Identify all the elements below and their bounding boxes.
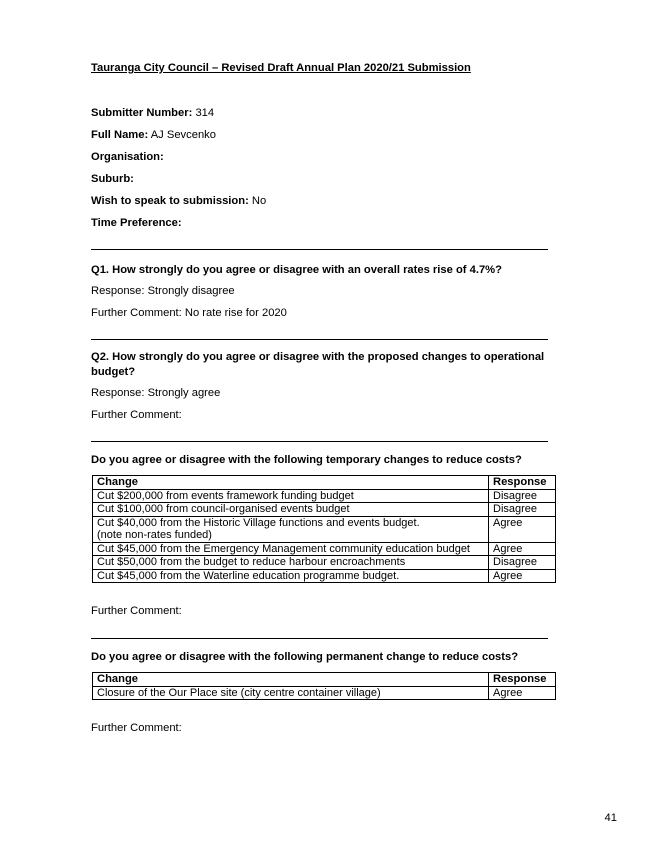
change-cell: Cut $50,000 from the budget to reduce harbour encroachments [93, 556, 489, 570]
time-preference-line [91, 217, 182, 229]
divider [91, 638, 548, 639]
temporary-question: Do you agree or disagree with the following temporary changes to reduce costs? [91, 454, 522, 466]
q1-question: Q1. How strongly do you agree or disagree with an overall rates rise of 4.7%? [91, 264, 502, 276]
response-cell: Agree [489, 542, 556, 556]
suburb-label: Suburb: [91, 173, 134, 185]
table-row [93, 503, 556, 517]
change-cell: Cut $45,000 from the Emergency Management community education budget [93, 542, 489, 556]
q2-comment: Further Comment: [91, 409, 182, 421]
organisation-label: Organisation: [91, 151, 164, 163]
change-cell: Cut $200,000 from events framework funding budget [93, 489, 489, 503]
page-title: Tauranga City Council – Revised Draft Annual Plan 2020/21 Submission [91, 62, 471, 74]
change-cell: Cut $100,000 from council-organised events budget [93, 503, 489, 517]
change-cell [93, 516, 489, 542]
change-cell: Cut $45,000 from the Waterline education programme budget. [93, 569, 489, 583]
wish-to-speak-line [91, 195, 266, 207]
full-name-value: AJ Sevcenko [150, 129, 216, 141]
divider [91, 441, 548, 442]
change-cell: Closure of the Our Place site (city centre container village) [93, 686, 489, 700]
permanent-question: Do you agree or disagree with the following permanent change to reduce costs? [91, 651, 519, 663]
header-response: Response [489, 476, 556, 490]
table-header-row [93, 673, 556, 687]
response-cell: Disagree [489, 489, 556, 503]
page-number: 41 [604, 812, 617, 824]
divider [91, 339, 548, 340]
q1-response: Response: Strongly disagree [91, 285, 235, 297]
response-cell: Disagree [489, 503, 556, 517]
q1-comment: Further Comment: No rate rise for 2020 [91, 307, 287, 319]
table-row [93, 516, 556, 542]
q2-response: Response: Strongly agree [91, 387, 221, 399]
table-row [93, 489, 556, 503]
table-row [93, 686, 556, 700]
table-row [93, 556, 556, 570]
time-preference-label: Time Preference: [91, 217, 182, 229]
full-name-label: Full Name: [91, 129, 149, 141]
table-row [93, 542, 556, 556]
response-cell: Disagree [489, 556, 556, 570]
header-response: Response [489, 673, 556, 687]
response-cell: Agree [489, 516, 556, 542]
change-line: Cut $40,000 from the Historic Village functions and events budget. [97, 516, 420, 529]
q2-question: Q2. How strongly do you agree or disagree with the proposed changes to operational budget? [91, 351, 545, 378]
temporary-comment: Further Comment: [91, 605, 182, 617]
wish-to-speak-value: No [251, 195, 267, 207]
submitter-number-line [91, 107, 214, 119]
wish-to-speak-label: Wish to speak to submission: [91, 195, 249, 207]
header-change: Change [93, 476, 489, 490]
change-note: (note non-rates funded) [97, 529, 212, 541]
table-row [93, 569, 556, 583]
submitter-number-value: 314 [195, 107, 215, 119]
table-header-row [93, 476, 556, 490]
divider [91, 249, 548, 250]
full-name-line [91, 129, 216, 141]
submitter-number-label: Submitter Number: [91, 107, 193, 119]
header-change: Change [93, 673, 489, 687]
temporary-changes-table [92, 475, 556, 583]
organisation-line [91, 151, 164, 163]
response-cell: Agree [489, 569, 556, 583]
permanent-comment: Further Comment: [91, 722, 182, 734]
permanent-changes-table [92, 672, 556, 700]
response-cell: Agree [489, 686, 556, 700]
suburb-line [91, 173, 134, 185]
